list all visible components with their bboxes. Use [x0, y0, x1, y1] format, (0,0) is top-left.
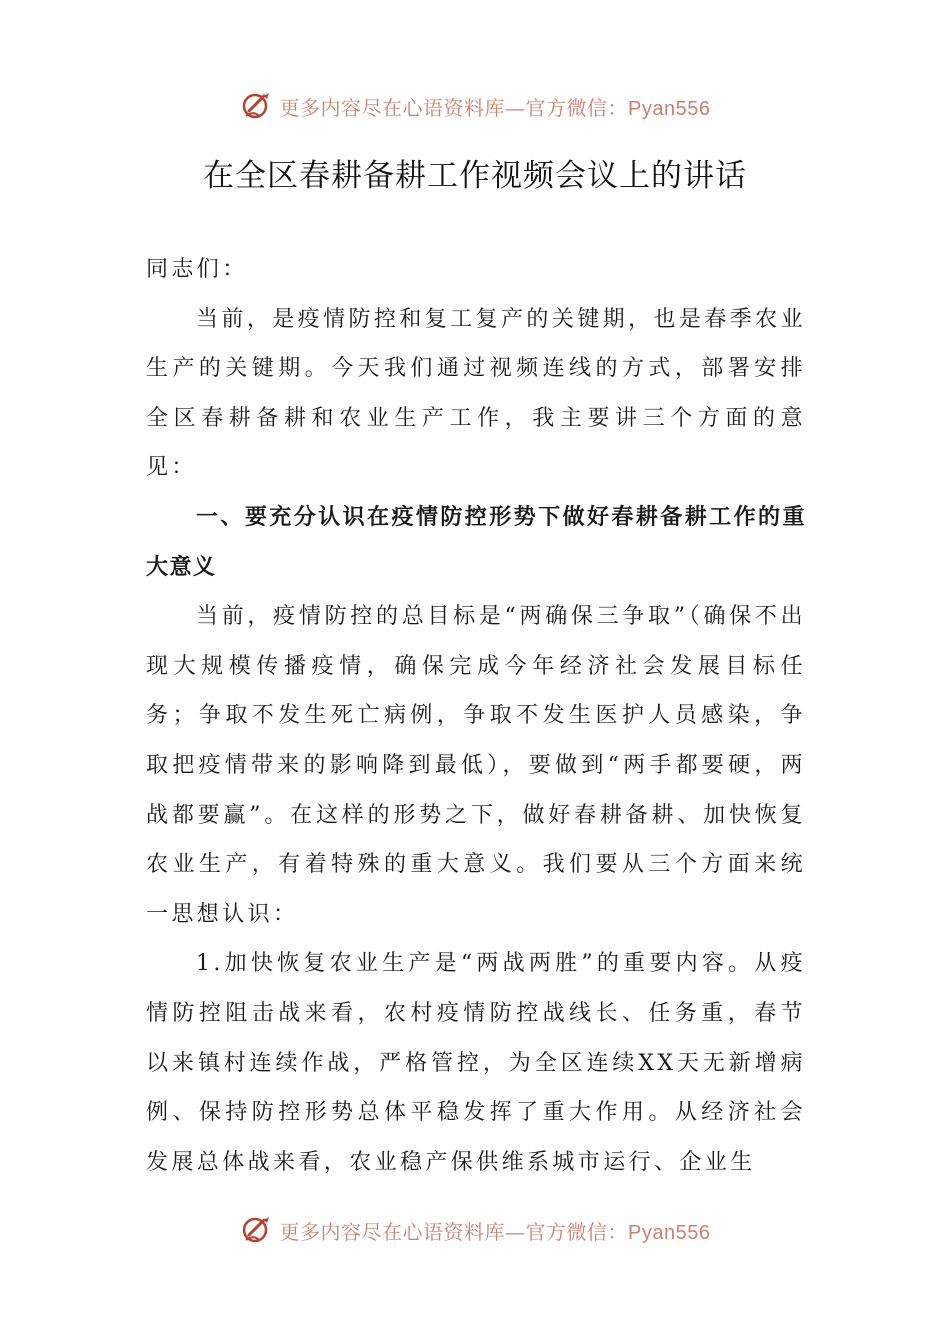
- paragraph-significance: 当前，疫情防控的总目标是“两确保三争取”（确保不出现大规模传播疫情，确保完成今年经济社会发展目标任务；争取不发生死亡病例，争取不发生医护人员感染，争取把疫情带来的影响降到最低），要做到“两手都要硬，两战都要赢”。在这样的形势之下，做好春耕备耕、加快恢复农业生产，有着特殊的重大意义。我们要从三个方面来统一思想认识：: [146, 604, 806, 927]
- section-heading-1: 一、要充分认识在疫情防控形势下做好春耕备耕工作的重大意义: [146, 504, 806, 580]
- document-body: [146, 245, 806, 1187]
- greeting: 同志们：: [146, 257, 248, 282]
- pen-logo-icon: [240, 1213, 274, 1247]
- paragraph-intro: 当前，是疫情防控和复工复产的关键期，也是春季农业生产的关键期。今天我们通过视频连线的方式，部署安排全区春耕备耕和农业生产工作，我主要讲三个方面的意见：: [146, 306, 806, 481]
- watermark-wechat-id: Pyan556: [628, 1221, 711, 1244]
- watermark-wechat-id: Pyan556: [628, 97, 711, 120]
- watermark-text: 更多内容尽在心语资料库—官方微信：Pyan556: [279, 95, 711, 120]
- watermark-footer: [0, 1210, 950, 1250]
- watermark-text: 更多内容尽在心语资料库—官方微信：Pyan556: [279, 1219, 711, 1244]
- page-title: 在全区春耕备耕工作视频会议上的讲话: [203, 158, 747, 194]
- paragraph-point-1: 1.加快恢复农业生产是“两战两胜”的重要内容。从疫情防控阻击战来看，农村疫情防控战线长、任务重，春节以来镇村连续作战，严格管控，为全区连续XX天无新增病例、保持防控形势总体平稳发挥了重大作用。从经济社会发展总体战来看，农业稳产保供维系城市运行、企业生: [146, 951, 806, 1175]
- watermark-header: [0, 86, 950, 126]
- pen-logo-icon: [240, 89, 274, 123]
